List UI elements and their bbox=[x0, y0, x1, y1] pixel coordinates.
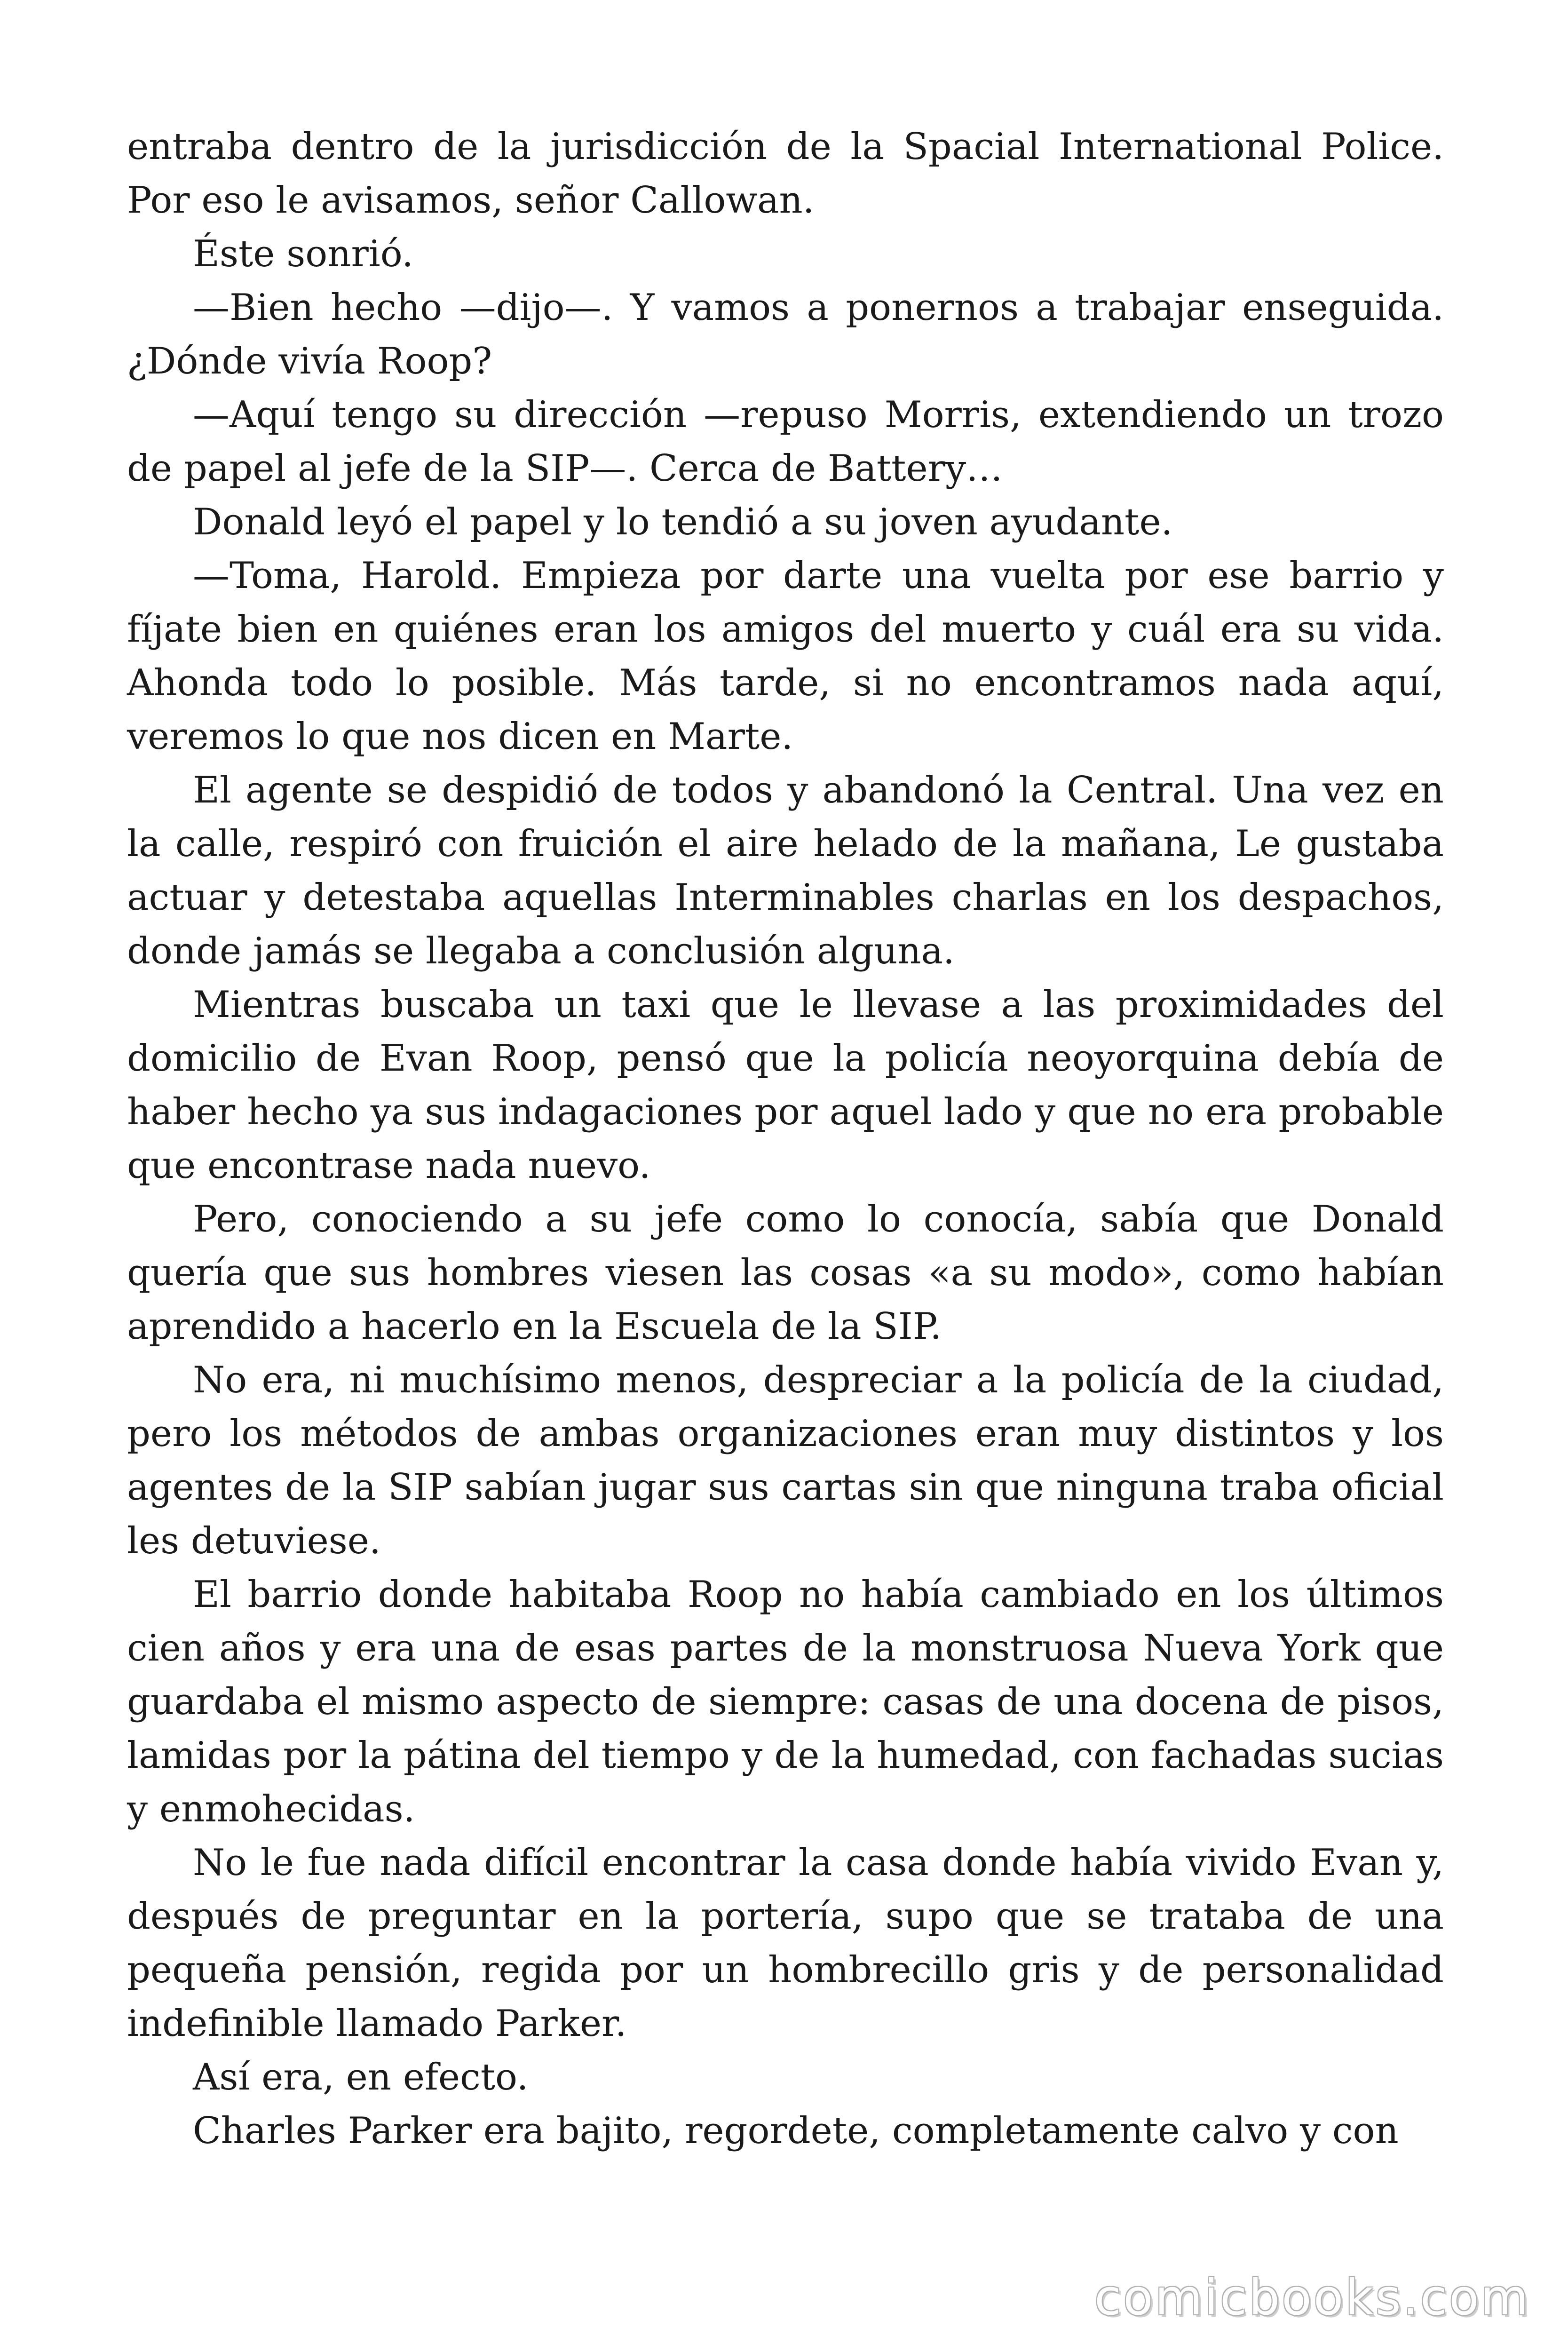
paragraph-1: entraba dentro de la jurisdicción de la Spacial International Police. Por eso le avisamos, señor Callowan. bbox=[127, 126, 1444, 222]
paragraph-7: El agente se despidió de todos y abandonó la Central. Una vez en la calle, respiró con fruición el aire helado de la mañana, Le gustaba actuar y detestaba aquellas Interminables charlas en los despachos, donde jamás se llegaba a conclusión alguna. bbox=[127, 769, 1444, 972]
paragraph-5: Donald leyó el papel y lo tendió a su joven ayudante. bbox=[193, 501, 1173, 543]
paragraph-11: El barrio donde habitaba Roop no había cambiado en los últimos cien años y era una de esas partes de la monstruosa Nueva York que guardaba el mismo aspecto de siempre: casas de una docena de pisos, lamidas por la pátina del tiempo y de la humedad, con fachadas sucias y enmohecidas. bbox=[127, 1573, 1444, 1830]
paragraph-6: —Toma, Harold. Empieza por darte una vuelta por ese barrio y fíjate bien en quiénes eran los amigos del muerto y cuál era su vida. Ahonda todo lo posible. Más tarde, si no encontramos nada aquí, veremos lo que nos dicen en Marte. bbox=[127, 555, 1444, 758]
paragraph-13: Así era, en efecto. bbox=[193, 2056, 529, 2098]
watermark: comicbooks.com bbox=[1094, 2269, 1530, 2326]
paragraph-8: Mientras buscaba un taxi que le llevase a las proximidades del domicilio de Evan Roop, pensó que la policía neoyorquina debía de haber hecho ya sus indagaciones por aquel lado y que no era probable que encontrase nada nuevo. bbox=[127, 984, 1444, 1187]
paragraph-9: Pero, conociendo a su jefe como lo conocía, sabía que Donald quería que sus hombres viesen las cosas «a su modo», como habían aprendido a hacerlo en la Escuela de la SIP. bbox=[127, 1198, 1444, 1348]
paragraph-10: No era, ni muchísimo menos, despreciar a la policía de la ciudad, pero los métodos de ambas organizaciones eran muy distintos y los agentes de la SIP sabían jugar sus cartas sin que ninguna traba oficial les detuviese. bbox=[127, 1359, 1444, 1562]
paragraph-3: —Bien hecho —dijo—. Y vamos a ponernos a trabajar enseguida. ¿Dónde vivía Roop? bbox=[127, 286, 1444, 382]
paragraph-2: Éste sonrió. bbox=[193, 233, 414, 275]
paragraph-14: Charles Parker era bajito, regordete, completamente calvo y con bbox=[193, 2110, 1399, 2152]
paragraph-12: No le fue nada difícil encontrar la casa donde había vivido Evan y, después de preguntar en la portería, supo que se trataba de una pequeña pensión, regida por un hombrecillo gris y de personalidad indefinible llamado Parker. bbox=[127, 1842, 1444, 2045]
paragraph-4: —Aquí tengo su dirección —repuso Morris, extendiendo un trozo de papel al jefe de la SIP—. Cerca de Battery… bbox=[127, 394, 1444, 490]
page-body bbox=[127, 120, 1444, 2158]
